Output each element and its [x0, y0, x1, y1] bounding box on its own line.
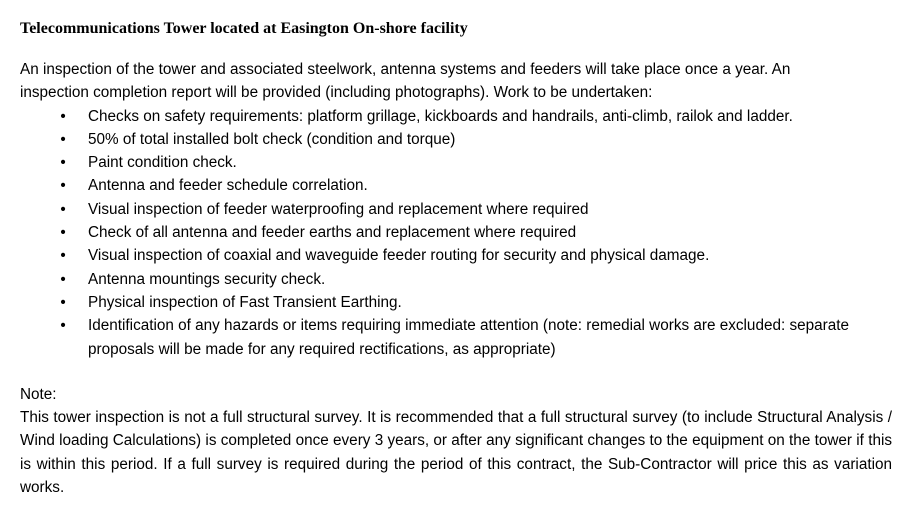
list-item-text: Visual inspection of feeder waterproofing and replacement where required [88, 200, 589, 218]
list-item-text: Paint condition check. [88, 154, 237, 172]
list-item-text: Antenna mountings security check. [88, 270, 326, 288]
list-item [20, 151, 892, 174]
list-item [20, 198, 892, 221]
list-item-text: Physical inspection of Fast Transient Earthing. [88, 293, 402, 311]
list-item [20, 128, 892, 151]
note-label: Note: [20, 385, 57, 403]
list-item [20, 268, 892, 291]
document-page [20, 18, 892, 499]
list-item-text: Identification of any hazards or items requiring immediate attention (note: remedial works are excluded: separate proposals will be made for any required rectifications, as appropriate) [88, 317, 849, 358]
bullet-icon: • [60, 293, 66, 311]
bullet-icon: • [60, 270, 66, 288]
intro-line: An inspection of the tower and associated steelwork, antenna systems and feeders will take place once a year. An [20, 61, 791, 78]
bullet-icon: • [60, 154, 66, 172]
task-list [20, 105, 892, 361]
bullet-icon: • [60, 130, 66, 148]
list-item [20, 244, 892, 267]
list-item-text: Visual inspection of coaxial and waveguide feeder routing for security and physical damage. [88, 247, 710, 265]
list-item [20, 221, 892, 244]
list-item-text: 50% of total installed bolt check (condition and torque) [88, 130, 456, 148]
bullet-icon: • [60, 107, 66, 125]
bullet-icon: • [60, 200, 66, 218]
bullet-icon: • [60, 317, 66, 335]
bullet-icon: • [60, 177, 66, 195]
list-item [20, 314, 892, 361]
list-item-text: Check of all antenna and feeder earths and replacement where required [88, 224, 577, 242]
document-title: Telecommunications Tower located at Easington On-shore facility [20, 20, 468, 37]
list-item-text: Checks on safety requirements: platform grillage, kickboards and handrails, anti-climb, railok and ladder. [88, 107, 793, 125]
list-item-text: Antenna and feeder schedule correlation. [88, 177, 368, 195]
note-paragraph: This tower inspection is not a full structural survey. It is recommended that a full structural survey (to include Structural Analysis / Wind loading Calculations) is completed once every 3 years, or after any significant changes to the equipment on the tower if this is within this period. If a full survey is required during the period of this contract, the Sub-Contractor will price this as variation works. [20, 409, 892, 497]
list-item [20, 291, 892, 314]
intro-line: inspection completion report will be provided (including photographs). Work to be undertaken: [20, 84, 653, 102]
bullet-icon: • [60, 247, 66, 265]
list-item [20, 174, 892, 197]
bullet-icon: • [60, 224, 66, 242]
list-item [20, 105, 892, 128]
intro-paragraph [20, 58, 892, 105]
